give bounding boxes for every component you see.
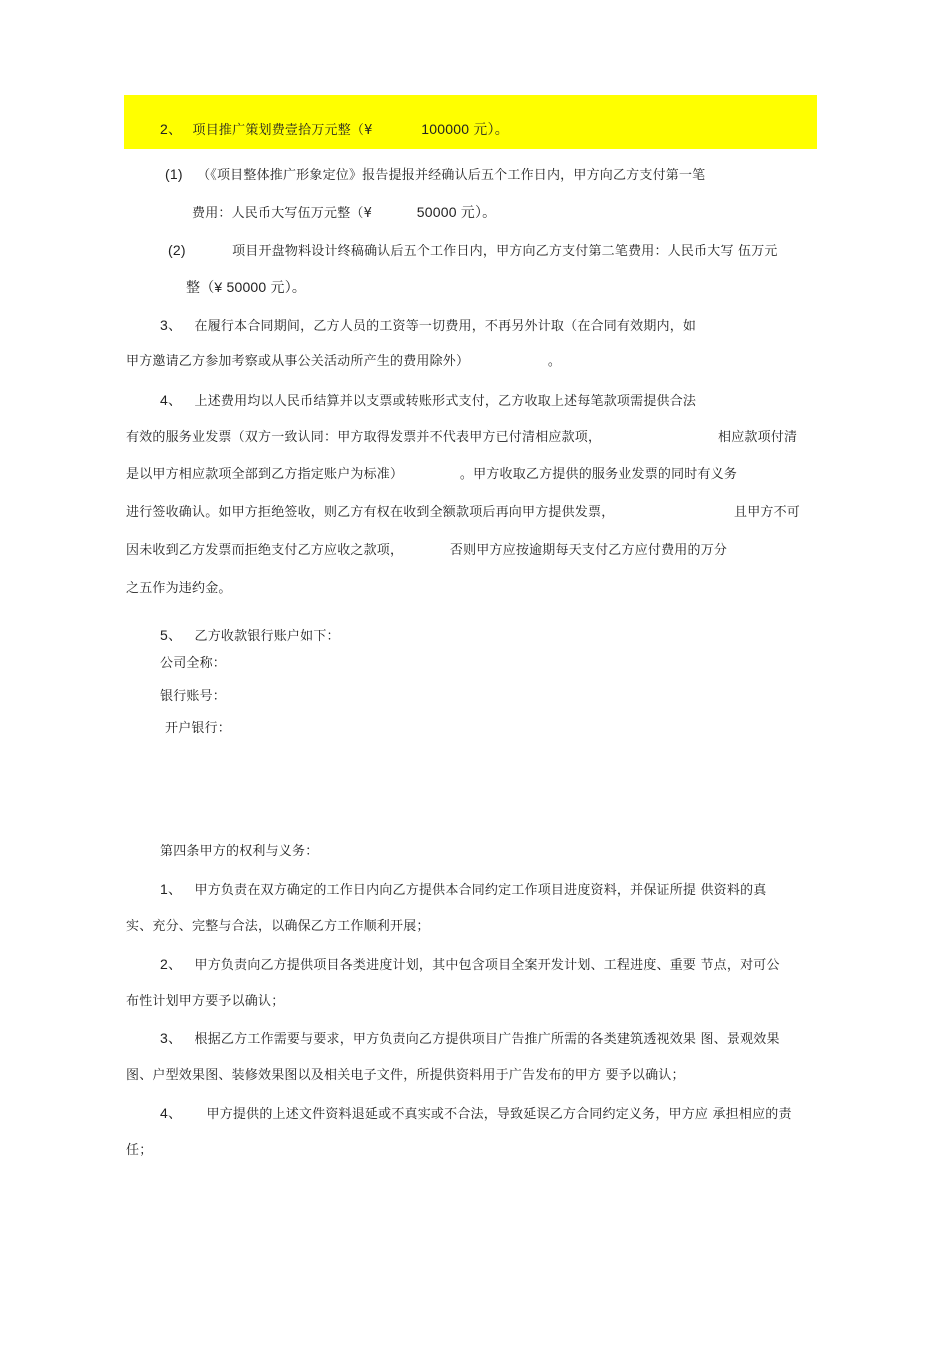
item-text: 实、充分、完整与合法，以确保乙方工作顺利开展； xyxy=(126,919,430,934)
payment-2-line-2 xyxy=(186,278,306,298)
payment-text: 项目开盘物料设计终稿确认后五个工作日内，甲方向乙方支付第二笔费用：人民币大写 伍万元 xyxy=(232,244,778,259)
item-4-line-3 xyxy=(126,466,737,484)
payment-2-line-1 xyxy=(168,241,778,261)
item-4-line-2 xyxy=(126,429,601,447)
item-text: 甲方负责向乙方提供项目各类进度计划，其中包含项目全案开发计划、工程进度、重要 节点，对可公 xyxy=(194,958,780,973)
item-number: 2、 xyxy=(160,956,183,972)
article-4-p4-line-1 xyxy=(160,1104,792,1124)
article-4-heading xyxy=(160,843,318,861)
item-4-line-4-tail xyxy=(734,504,800,522)
item-text: 任； xyxy=(126,1143,153,1158)
article-4-p1-line-2 xyxy=(126,918,430,936)
item-number: 5、 xyxy=(160,627,183,643)
item-text: 在履行本合同期间，乙方人员的工资等一切费用，不再另外计取（在合同有效期内，如 xyxy=(194,319,697,334)
bank-account-label xyxy=(160,688,226,706)
item-text: 根据乙方工作需要与要求，甲方负责向乙方提供项目广告推广所需的各类建筑透视效果 图、景观效果 xyxy=(194,1032,780,1047)
section-heading: 第四条甲方的权利与义务： xyxy=(160,844,319,859)
item-number: 1、 xyxy=(160,881,183,897)
fee-amount: 100000 元）。 xyxy=(421,121,509,137)
item-text: 是以甲方相应款项全部到乙方指定账户为标准） xyxy=(126,467,404,482)
field-label: 公司全称： xyxy=(160,656,227,671)
item-text: 乙方收款银行账户如下： xyxy=(194,629,340,644)
item-number: (1) xyxy=(165,166,183,182)
item-text: 相应款项付清 xyxy=(718,430,798,445)
payment-1-line-2 xyxy=(192,203,496,223)
item-text: 图、户型效果图、装修效果图以及相关电子文件，所提供资料用于广告发布的甲方 要予以确认； xyxy=(126,1068,685,1083)
item-number: 4、 xyxy=(160,1105,183,1121)
item-text: 有效的服务业发票（双方一致认同：甲方取得发票并不代表甲方已付清相应款项， xyxy=(126,430,602,445)
field-label: 开户银行： xyxy=(165,721,232,736)
company-name-label xyxy=(160,655,226,673)
payment-amount: 整（¥ 50000 元）。 xyxy=(186,279,307,295)
item-4-line-5 xyxy=(126,542,727,560)
item-number: 3、 xyxy=(160,317,183,333)
item-4-line-2-tail xyxy=(718,429,797,447)
payment-1-line-1 xyxy=(165,165,705,185)
item-text: 甲方负责在双方确定的工作日内向乙方提供本合同约定工作项目进度资料，并保证所提 供资料的真 xyxy=(194,883,767,898)
item-text: 进行签收确认。如甲方拒绝签收，则乙方有权在收到全额款项后再向甲方提供发票， xyxy=(126,505,615,520)
item-text: 否则甲方应按逾期每天支付乙方应付费用的万分 xyxy=(449,543,728,558)
item-4-line-4 xyxy=(126,504,614,522)
field-label: 银行账号： xyxy=(160,689,227,704)
bank-name-label xyxy=(165,720,231,738)
payment-amount: 50000 元）。 xyxy=(416,204,497,220)
article-4-p4-line-2 xyxy=(126,1142,152,1160)
item-4-line-1 xyxy=(160,391,696,411)
item-text: 甲方提供的上述文件资料退延或不真实或不合法，导致延误乙方合同约定义务，甲方应 承担相应的责 xyxy=(206,1107,792,1122)
fee-item-2 xyxy=(160,120,509,140)
item-text: 布性计划甲方要予以确认； xyxy=(126,994,285,1009)
item-3-line-1 xyxy=(160,316,696,336)
fee-text: 项目推广策划费壹拾万元整（¥ xyxy=(192,123,373,138)
article-4-p3-line-1 xyxy=(160,1029,780,1049)
payment-text: 费用：人民币大写伍万元整（¥ xyxy=(192,206,373,221)
item-3-line-2 xyxy=(126,353,561,371)
item-number: 2、 xyxy=(160,121,183,137)
item-text: 上述费用均以人民币结算并以支票或转账形式支付，乙方收取上述每笔款项需提供合法 xyxy=(194,394,697,409)
item-text: 甲方邀请乙方参加考察或从事公关活动所产生的费用除外） xyxy=(126,354,470,369)
item-number: 4、 xyxy=(160,392,183,408)
item-5-title xyxy=(160,626,340,646)
payment-text: （《项目整体推广形象定位》报告提报并经确认后五个工作日内，甲方向乙方支付第一笔 xyxy=(197,168,706,183)
item-4-line-6 xyxy=(126,580,232,598)
item-text: 之五作为违约金。 xyxy=(126,581,232,596)
item-text: 。甲方收取乙方提供的服务业发票的同时有义务 xyxy=(459,467,738,482)
item-number: (2) xyxy=(168,242,186,258)
article-4-p2-line-1 xyxy=(160,955,780,975)
item-text: 因未收到乙方发票而拒绝支付乙方应收之款项， xyxy=(126,543,404,558)
article-4-p2-line-2 xyxy=(126,993,284,1011)
article-4-p3-line-2 xyxy=(126,1067,685,1085)
item-number: 3、 xyxy=(160,1030,183,1046)
item-text: 。 xyxy=(547,354,562,369)
item-text: 且甲方不可 xyxy=(734,505,801,520)
article-4-p1-line-1 xyxy=(160,880,766,900)
